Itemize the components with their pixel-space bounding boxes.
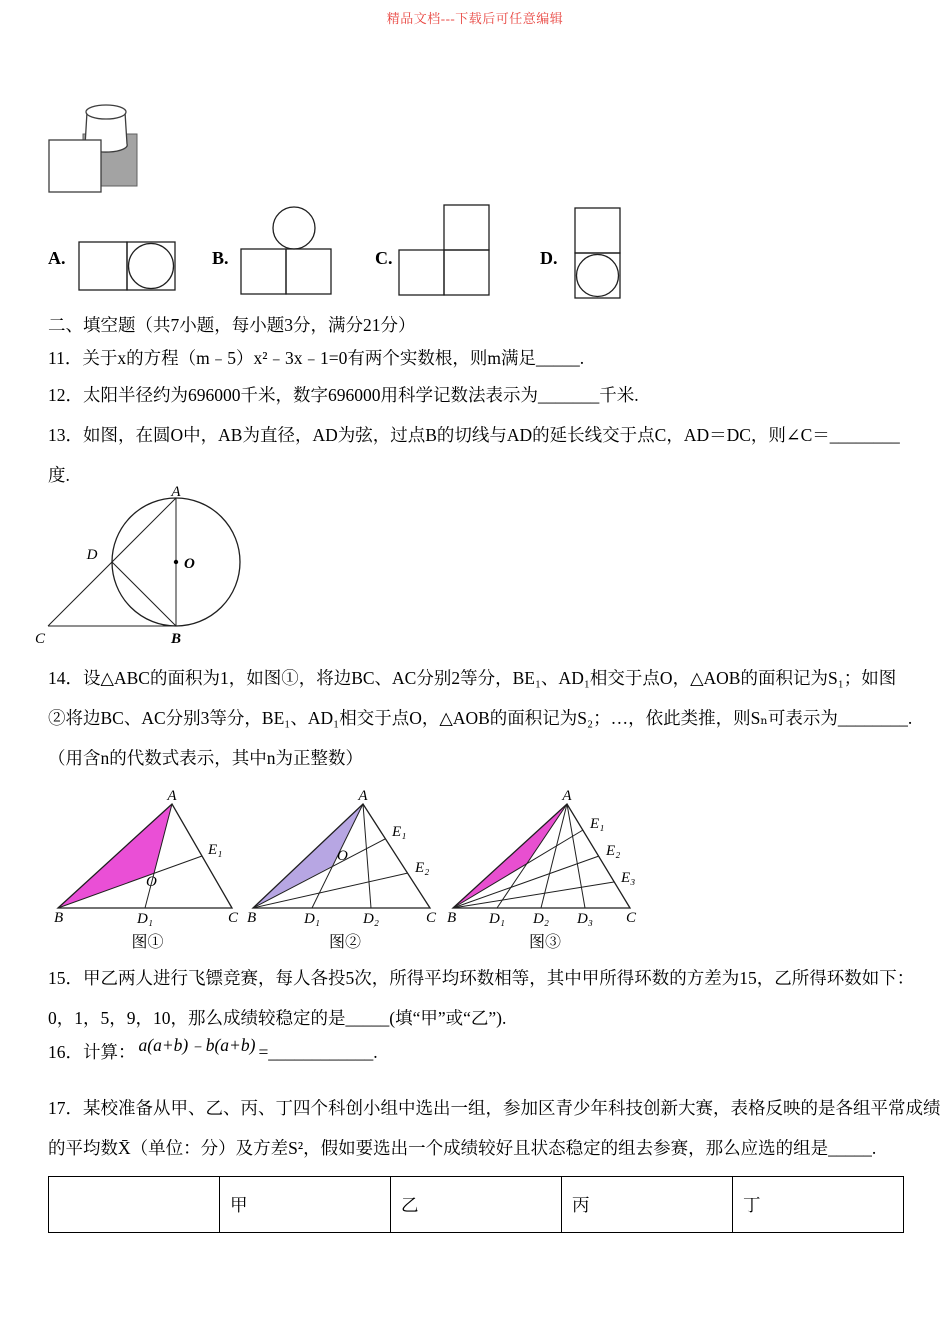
option-c-label: C. [375, 248, 393, 268]
point-label-b: B [170, 631, 182, 647]
question-16-prefix: 16．计算： [48, 1042, 136, 1062]
point-label-e1: E₁ [392, 824, 407, 840]
point-label-c: C [34, 631, 46, 647]
point-label-e1: E₁ [208, 842, 223, 858]
table-cell-group-yi: 乙 [391, 1177, 562, 1233]
option-c-bottom-left-square [399, 250, 444, 295]
point-label-e2: E₂ [415, 860, 430, 876]
cube-front-face [49, 140, 101, 192]
point-label-b: B [54, 910, 64, 926]
option-d-circle [577, 255, 619, 297]
point-label-a: A [171, 486, 181, 500]
point-label-d: D [86, 547, 98, 563]
option-b-figure [240, 206, 332, 298]
center-dot [174, 560, 178, 564]
question-17-line2: 的平均数X̄（单位：分）及方差S²，假如要选出一个成绩较好且状态稳定的组去参赛，那么应选的组是_____. [48, 1138, 877, 1158]
point-label-d1: D₁ [136, 911, 154, 927]
question-15-line2: 0，1，5，9，10，那么成绩较稳定的是_____(填“甲”或“乙”). [48, 1008, 507, 1028]
question-14-line3: （用含n的代数式表示，其中n为正整数） [48, 748, 363, 768]
point-label-a: A [167, 788, 177, 804]
figure-3-caption: 图③ [528, 934, 561, 951]
table-cell-group-ding: 丁 [733, 1177, 904, 1233]
triangle-figure-1 [50, 788, 245, 928]
option-b-circle [273, 207, 315, 249]
question-16-blank: =____________. [258, 1042, 378, 1062]
option-a-circle [129, 244, 174, 289]
option-a-left-square [79, 242, 127, 290]
table-header-row [49, 1177, 904, 1233]
chord-db [112, 562, 176, 626]
question-13-line2: 度. [48, 465, 70, 485]
option-a-right-square [127, 242, 175, 290]
solid-cylinder-cube-figure [46, 100, 146, 200]
point-label-d1: D₁ [303, 911, 321, 927]
cevian-ad2 [363, 804, 371, 908]
option-c-bottom-right-square [444, 250, 489, 295]
option-d-figure [574, 207, 622, 300]
point-label-o: O [146, 874, 157, 890]
cevian-ad1 [497, 804, 567, 908]
option-d-top-square [575, 208, 620, 253]
point-label-d2: D₂ [362, 911, 380, 927]
question-13-circle-figure [26, 486, 266, 648]
point-label-a: A [562, 788, 572, 804]
question-16 [48, 1032, 378, 1072]
option-a-label: A. [48, 248, 66, 268]
option-b-right-square [286, 249, 331, 294]
cylinder-top [86, 105, 126, 119]
point-label-d1: D₁ [488, 911, 506, 927]
question-11: 11．关于x的方程（m﹣5）x²﹣3x﹣1=0有两个实数根，则m满足_____. [48, 348, 585, 368]
question-14-line2: ②将边BC、AC分别3等分，BE₁、AD₁相交于点O，△AOB的面积记为S₂；…，依此类推，则Sₙ可表示为________. [48, 708, 913, 728]
point-label-d3: D₃ [576, 911, 594, 927]
point-label-b: B [247, 910, 257, 926]
point-label-e3: E₃ [621, 870, 636, 886]
question-17-line1: 17．某校准备从甲、乙、丙、丁四个科创小组中选出一组，参加区青少年科技创新大赛，表格反映的是各组平常成绩 [48, 1098, 941, 1118]
question-17 [48, 1088, 941, 1168]
table-cell-group-bing: 丙 [562, 1177, 733, 1233]
triangle-figure-3 [445, 788, 645, 928]
figure-2-caption: 图② [328, 934, 361, 951]
option-b-left-square [241, 249, 286, 294]
question-12: 12．太阳半径约为696000千米，数字696000用科学记数法表示为_______千米. [48, 385, 639, 405]
question-14-figure-2 [245, 788, 445, 953]
option-d-label: D. [540, 248, 558, 268]
point-label-d2: D₂ [532, 911, 550, 927]
question-13 [48, 415, 900, 495]
option-a-figure [78, 240, 178, 294]
question-14-figure-1 [50, 788, 245, 953]
question-15-line1: 15．甲乙两人进行飞镖竞赛，每人各投5次，所得平均环数相等，其中甲所得环数的方差为15，乙所得环数如下： [48, 968, 915, 988]
point-label-e1: E₁ [590, 816, 605, 832]
point-label-b: B [447, 910, 457, 926]
point-label-o: O [184, 556, 195, 572]
table-cell-group-jia: 甲 [220, 1177, 391, 1233]
option-d-bottom-square [575, 253, 620, 298]
question-17-score-table [48, 1176, 904, 1233]
header-watermark: 精品文档---下载后可任意编辑 [386, 11, 564, 26]
option-c-top-square [444, 205, 489, 250]
triangle-figure-2 [245, 788, 445, 928]
point-label-c: C [426, 910, 437, 926]
point-label-a: A [358, 788, 368, 804]
figure-1-caption: 图① [131, 934, 164, 951]
option-b-label: B. [212, 248, 229, 268]
question-14-figure-3 [445, 788, 645, 953]
point-label-e2: E₂ [606, 843, 621, 859]
point-label-o: O [337, 848, 348, 864]
option-c-figure [398, 204, 491, 297]
question-14 [48, 658, 912, 778]
section-title: 二、填空题（共7小题，每小题3分，满分21分） [48, 315, 416, 335]
point-label-c: C [228, 910, 239, 926]
question-13-line1: 13．如图，在圆O中，AB为直径，AD为弦，过点B的切线与AD的延长线交于点C，AD＝DC，则∠C＝________ [48, 425, 900, 445]
question-14-line1: 14．设△ABC的面积为1，如图①，将边BC、AC分别2等分，BE₁、AD₁相交于点O，△AOB的面积记为S₁；如图 [48, 668, 897, 688]
table-cell-blank [49, 1177, 220, 1233]
question-16-math-expression: a(a+b)﹣b(a+b) [138, 1035, 256, 1055]
point-label-c: C [626, 910, 637, 926]
